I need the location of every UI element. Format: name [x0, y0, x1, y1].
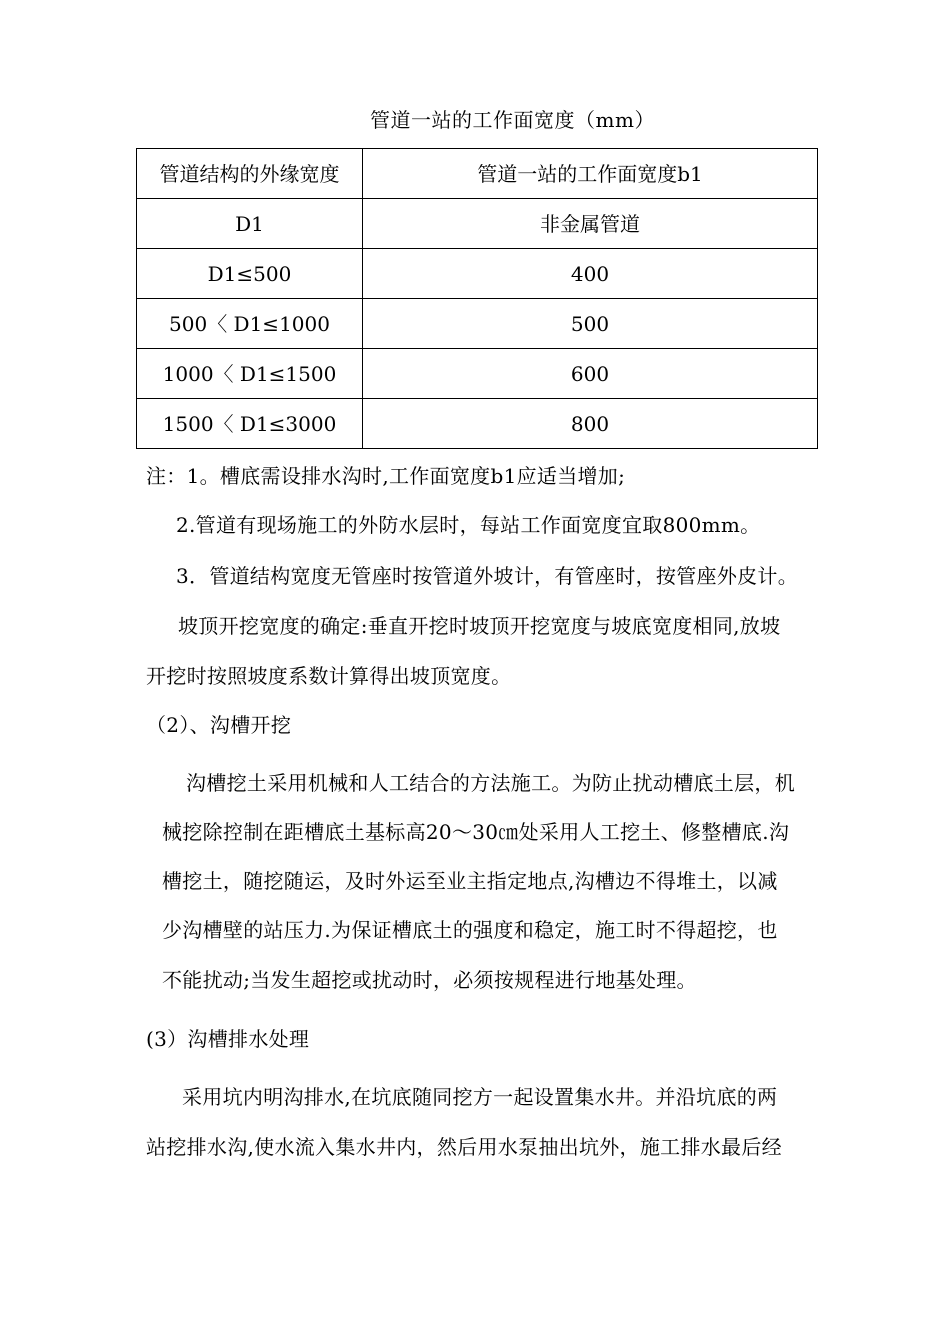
work-width-table	[136, 148, 818, 449]
note-3: 3．管道结构宽度无管座时按管道外坡计，有管座时，按管座外皮计。	[176, 564, 799, 588]
header-work-width: 管道一站的工作面宽度b1	[363, 149, 818, 199]
section-2-line: 少沟槽壁的站压力.为保证槽底土的强度和稳定，施工时不得超挖，也	[162, 918, 778, 942]
table-row	[137, 399, 818, 449]
section-2-heading: （2）、沟槽开挖	[146, 713, 292, 737]
range-cell: 1000〈 D1≤1500	[137, 349, 363, 399]
width-cell: 500	[363, 299, 818, 349]
header-d1: D1	[137, 199, 363, 249]
note-1: 注：1。槽底需设排水沟时,工作面宽度b1应适当增加;	[146, 464, 626, 488]
table-header-row	[137, 149, 818, 199]
section-3-line: 采用坑内明沟排水,在坑底随同挖方一起设置集水井。并沿坑底的两	[182, 1085, 778, 1109]
slope-paragraph-line: 开挖时按照坡度系数计算得出坡顶宽度。	[146, 664, 512, 688]
section-3-heading: (3）沟槽排水处理	[146, 1027, 310, 1051]
width-cell: 400	[363, 249, 818, 299]
range-cell: 1500〈 D1≤3000	[137, 399, 363, 449]
section-2-line: 槽挖土，随挖随运，及时外运至业主指定地点,沟槽边不得堆土，以减	[162, 869, 778, 893]
slope-paragraph-line: 坡顶开挖宽度的确定:垂直开挖时坡顶开挖宽度与坡底宽度相同,放坡	[178, 614, 781, 638]
header-outer-width: 管道结构的外缘宽度	[137, 149, 363, 199]
table-row	[137, 249, 818, 299]
section-2-line: 械挖除控制在距槽底土基标高20～30㎝处采用人工挖土、修整槽底.沟	[162, 820, 790, 844]
section-2-line: 沟槽挖土采用机械和人工结合的方法施工。为防止扰动槽底土层，机	[186, 771, 795, 795]
section-2-line: 不能扰动;当发生超挖或扰动时，必须按规程进行地基处理。	[162, 968, 697, 992]
section-3-line: 站挖排水沟,使水流入集水井内，然后用水泵抽出坑外，施工排水最后经	[146, 1135, 782, 1159]
header-non-metal-pipe: 非金属管道	[363, 199, 818, 249]
range-cell: D1≤500	[137, 249, 363, 299]
width-cell: 600	[363, 349, 818, 399]
note-2: 2.管道有现场施工的外防水层时，每站工作面宽度宜取800mm。	[176, 513, 761, 537]
table-subheader-row	[137, 199, 818, 249]
range-cell: 500〈 D1≤1000	[137, 299, 363, 349]
table-caption: 管道一站的工作面宽度（mm）	[370, 108, 655, 132]
table-row	[137, 299, 818, 349]
table-row	[137, 349, 818, 399]
width-cell: 800	[363, 399, 818, 449]
